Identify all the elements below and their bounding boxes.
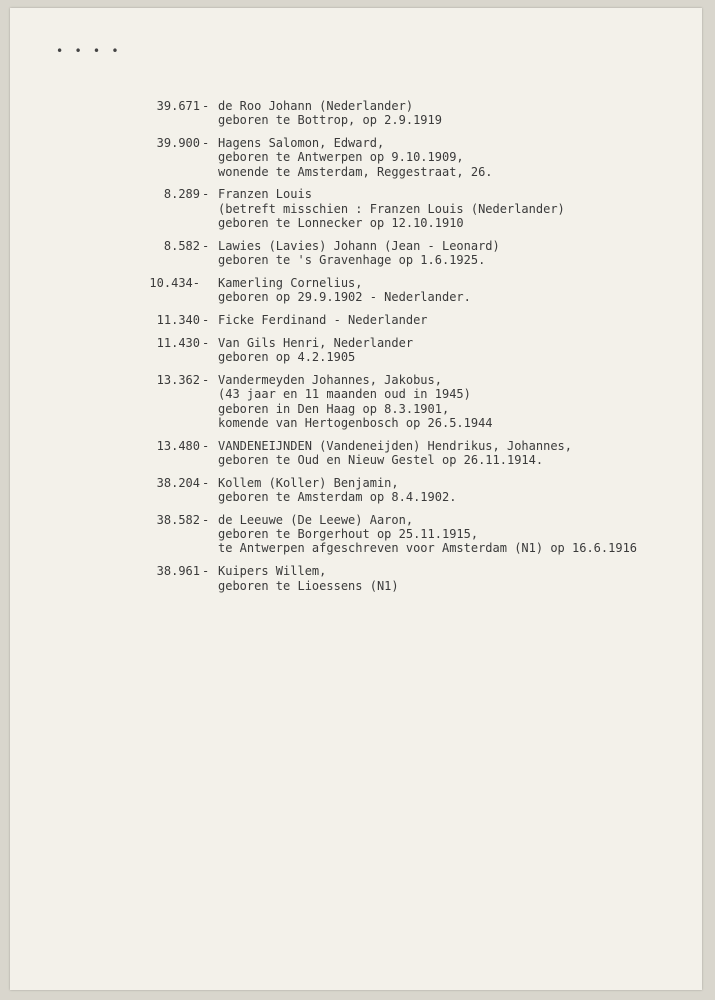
list-item xyxy=(10,373,702,430)
entry-line: geboren te Lonnecker op 12.10.1910 xyxy=(218,216,464,231)
entry-line: Vandermeyden Johannes, Jakobus, xyxy=(218,372,442,387)
entry-number: 39.900 xyxy=(156,136,200,151)
list-item xyxy=(10,187,702,230)
entry-line: geboren te Bottrop, op 2.9.1919 xyxy=(218,113,442,128)
list-item xyxy=(10,476,702,505)
entry-text xyxy=(218,564,702,593)
entry-text xyxy=(218,313,702,327)
entry-dash: - xyxy=(202,99,210,113)
list-item xyxy=(10,513,702,556)
entry-line: geboren in Den Haag op 8.3.1901, xyxy=(218,401,450,416)
list-item xyxy=(10,136,702,179)
entry-line: geboren te Antwerpen op 9.10.1909, xyxy=(218,150,464,165)
entry-line: komende van Hertogenbosch op 26.5.1944 xyxy=(218,415,493,430)
entry-number: 38.582 xyxy=(156,512,200,527)
entry-text xyxy=(218,439,702,468)
entry-text xyxy=(218,513,702,556)
entry-number: 10.434- xyxy=(149,275,200,290)
list-item xyxy=(10,313,702,327)
list-item xyxy=(10,239,702,268)
entry-line: de Leeuwe (De Leewe) Aaron, xyxy=(218,512,414,527)
entry-number: 11.430 xyxy=(156,335,200,350)
entry-line: Kuipers Willem, xyxy=(218,564,327,579)
entry-number: 11.340 xyxy=(156,313,200,328)
list-item xyxy=(10,564,702,593)
entry-text xyxy=(218,336,702,365)
list-item xyxy=(10,99,702,128)
entry-text xyxy=(218,136,702,179)
list-item xyxy=(10,439,702,468)
entry-text xyxy=(218,99,702,128)
entry-dash: - xyxy=(202,313,210,328)
entry-number: 8.289 xyxy=(163,187,200,202)
document-sheet xyxy=(10,8,702,990)
list-item xyxy=(10,276,702,305)
entry-text xyxy=(218,476,702,505)
entry-line: Franzen Louis xyxy=(218,187,312,202)
entry-line: (betreft misschien : Franzen Louis (Nederlander) xyxy=(218,201,565,216)
entry-line: Lawies (Lavies) Johann (Jean - Leonard) xyxy=(218,238,500,253)
entry-line: geboren te Oud en Nieuw Gestel op 26.11.1914. xyxy=(218,452,544,467)
entry-number: 8.582 xyxy=(163,238,200,253)
entry-number: 13.362 xyxy=(156,372,200,387)
entry-list xyxy=(10,99,702,601)
entry-dash: - xyxy=(202,564,210,579)
entry-dash: - xyxy=(202,475,210,490)
entry-line: te Antwerpen afgeschreven voor Amsterdam (N1) op 16.6.1916 xyxy=(218,541,638,556)
entry-line: de Roo Johann (Nederlander) xyxy=(218,99,414,113)
entry-number: 13.480 xyxy=(156,438,200,453)
entry-number: 38.204 xyxy=(156,475,200,490)
entry-dash: - xyxy=(202,238,210,253)
entry-line: geboren te Borgerhout op 25.11.1915, xyxy=(218,527,479,542)
entry-line: geboren te Lioessens (N1) xyxy=(218,578,399,593)
entry-dash: - xyxy=(202,438,210,453)
entry-line: Kamerling Cornelius, xyxy=(218,275,363,290)
entry-text xyxy=(218,187,702,230)
entry-dash: - xyxy=(202,187,210,202)
entry-line: Kollem (Koller) Benjamin, xyxy=(218,475,399,490)
entry-line: geboren te 's Gravenhage op 1.6.1925. xyxy=(218,253,486,268)
entry-text xyxy=(218,373,702,430)
entry-number: 38.961 xyxy=(156,564,200,579)
entry-dash: - xyxy=(202,335,210,350)
entry-line: Hagens Salomon, Edward, xyxy=(218,136,385,151)
entry-text xyxy=(218,276,702,305)
entry-line: geboren te Amsterdam op 8.4.1902. xyxy=(218,490,457,505)
entry-text xyxy=(218,239,702,268)
entry-line: (43 jaar en 11 maanden oud in 1945) xyxy=(218,387,471,402)
entry-dash: - xyxy=(202,372,210,387)
entry-line: geboren op 29.9.1902 - Nederlander. xyxy=(218,290,471,305)
entry-line: Ficke Ferdinand - Nederlander xyxy=(218,313,428,328)
entry-line: VANDENEIJNDEN (Vandeneijden) Hendrikus, Johannes, xyxy=(218,438,573,453)
entry-line: geboren op 4.2.1905 xyxy=(218,350,356,365)
entry-dash: - xyxy=(202,136,210,151)
corner-mark: • • • • xyxy=(56,44,121,58)
entry-dash: - xyxy=(202,512,210,527)
entry-line: wonende te Amsterdam, Reggestraat, 26. xyxy=(218,164,493,179)
entry-line: Van Gils Henri, Nederlander xyxy=(218,335,414,350)
entry-number: 39.671 xyxy=(156,99,200,113)
list-item xyxy=(10,336,702,365)
